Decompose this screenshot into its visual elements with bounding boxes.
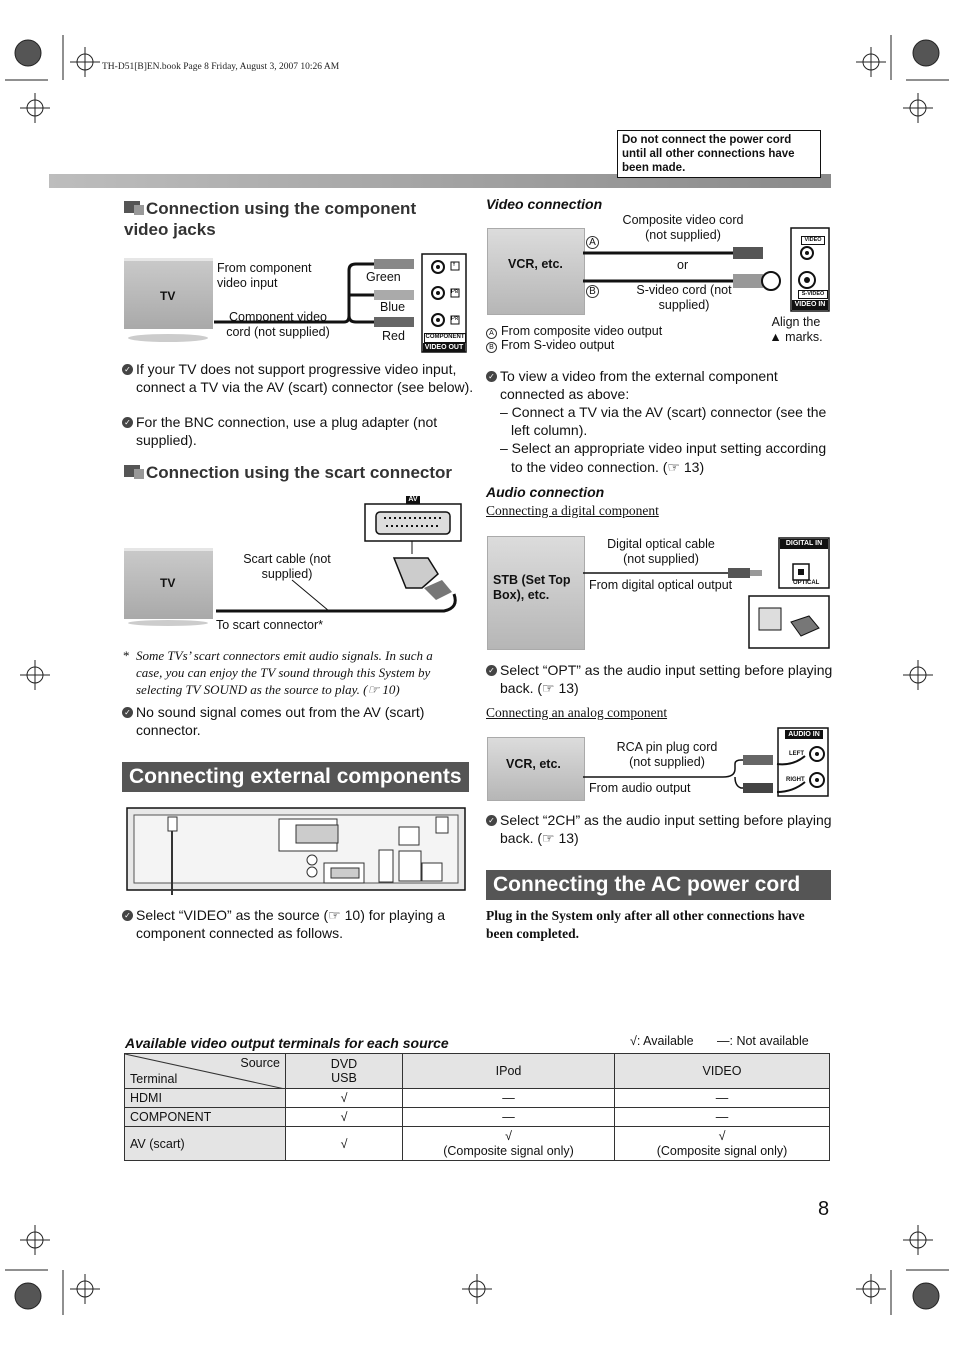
stb-box: STB (Set Top Box), etc. bbox=[487, 536, 585, 650]
right-label: RIGHT bbox=[786, 777, 805, 783]
table-caption: Available video output terminals for each source bbox=[125, 1035, 449, 1051]
audio-in-label: AUDIO IN bbox=[785, 730, 823, 739]
page-number: 8 bbox=[818, 1198, 830, 1220]
component-note-2: ✓ For the BNC connection, use a plug adapter (not supplied). bbox=[122, 414, 482, 449]
scart-note: ✓ No sound signal comes out from the AV (scart) connector. bbox=[122, 704, 482, 739]
video-in-label: VIDEO IN bbox=[792, 300, 828, 310]
legend-not-available: —: Not available bbox=[717, 1034, 809, 1048]
video-out-label: VIDEO OUT bbox=[424, 344, 464, 351]
2ch-note: ✓ Select “2CH” as the audio input setting before playing back. (☞ 13) bbox=[486, 812, 840, 847]
table-cell: — bbox=[615, 1108, 830, 1127]
mark-b-small: B bbox=[486, 342, 497, 353]
header-dvd-usb: DVD USB bbox=[286, 1054, 403, 1089]
scart-footnote: Some TVs’ scart connectors emit audio signals. In such a case, you can enjoy the TV sound through this System by selecting TV SOUND as the source to play. (☞ 10) bbox=[136, 648, 433, 697]
table-cell: — bbox=[615, 1089, 830, 1108]
header-ipod: IPod bbox=[403, 1054, 615, 1089]
note-icon: ✓ bbox=[486, 815, 497, 826]
optical-label: OPTICAL bbox=[793, 580, 820, 586]
composite-cord-label: Composite video cord (not supplied) bbox=[622, 213, 744, 242]
av-label: AV bbox=[406, 496, 420, 504]
align-marks-label: Align the ▲ marks. bbox=[769, 315, 823, 344]
tv-box: TV bbox=[124, 258, 213, 329]
video-note-item-2: – Select an appropriate video input setting according to the video connection. (☞ 13) bbox=[500, 440, 827, 475]
corner-terminal: Terminal bbox=[130, 1072, 178, 1086]
table-cell: √ bbox=[286, 1089, 403, 1108]
note-icon: ✓ bbox=[486, 371, 497, 382]
scart-heading: Connection using the scart connector bbox=[124, 462, 470, 483]
row-av-scart: AV (scart) bbox=[125, 1127, 286, 1161]
section-icon bbox=[124, 201, 140, 213]
from-audio-label: From audio output bbox=[589, 781, 691, 795]
panel-svideo-label: S-VIDEO bbox=[798, 290, 828, 299]
rear-panel-illustration bbox=[124, 805, 470, 895]
scart-cable-label: Scart cable (not supplied) bbox=[243, 552, 331, 581]
table-cell: √ bbox=[286, 1127, 403, 1161]
rca-cord-label: RCA pin plug cord (not supplied) bbox=[616, 740, 718, 769]
jack-pb-label: Pʙ bbox=[451, 289, 459, 295]
jack-y-label: Y bbox=[452, 262, 457, 268]
green-label: Green bbox=[366, 270, 401, 284]
note-icon: ✓ bbox=[122, 417, 133, 428]
digital-component-link[interactable]: Connecting a digital component bbox=[486, 503, 659, 518]
table-corner bbox=[125, 1054, 286, 1089]
from-b-label: B From S-video output bbox=[486, 338, 614, 353]
component-note-1: ✓ If your TV does not support progressive video input, connect a TV via the AV (scart) connector (see below). bbox=[122, 361, 482, 396]
panel-video-label: VIDEO bbox=[801, 236, 825, 245]
row-component: COMPONENT bbox=[125, 1108, 286, 1127]
left-label: LEFT bbox=[789, 751, 804, 757]
optical-cable-label: Digital optical cable (not supplied) bbox=[607, 537, 715, 566]
or-label: or bbox=[677, 258, 689, 272]
blue-label: Blue bbox=[380, 300, 406, 314]
from-component-label: From component video input bbox=[217, 261, 312, 290]
mark-a: A bbox=[586, 236, 599, 249]
header-video: VIDEO bbox=[615, 1054, 830, 1089]
tv-box-scart: TV bbox=[124, 548, 213, 619]
video-note: ✓ To view a video from the external component connected as above: bbox=[486, 368, 840, 403]
jack-pr-label: Pʀ bbox=[451, 316, 459, 322]
analog-component-link[interactable]: Connecting an analog component bbox=[486, 705, 668, 720]
component-panel-label: COMPONENT bbox=[424, 333, 466, 343]
note-icon: ✓ bbox=[122, 910, 133, 921]
note-icon: ✓ bbox=[122, 707, 133, 718]
row-hdmi: HDMI bbox=[125, 1089, 286, 1108]
svideo-cord-label: S-video cord (not supplied) bbox=[636, 283, 732, 312]
table-cell: √ (Composite signal only) bbox=[403, 1127, 615, 1161]
ac-power-text: Plug in the System only after all other connections have been completed. bbox=[486, 908, 805, 941]
section-icon bbox=[124, 465, 140, 477]
video-note-item-1: – Connect a TV via the AV (scart) connector (see the left column). bbox=[500, 404, 827, 438]
power-warning-box: Do not connect the power cord until all other connections have been made. bbox=[617, 130, 821, 178]
table-cell: √ bbox=[286, 1108, 403, 1127]
corner-source: Source bbox=[240, 1056, 280, 1070]
from-optical-label: From digital optical output bbox=[589, 578, 733, 592]
external-heading: Connecting external components bbox=[122, 762, 469, 792]
footnote-mark: * bbox=[123, 648, 130, 663]
mark-b: B bbox=[586, 285, 599, 298]
note-icon: ✓ bbox=[122, 364, 133, 375]
video-connection-heading: Video connection bbox=[486, 196, 603, 212]
ac-power-heading: Connecting the AC power cord bbox=[486, 870, 831, 900]
audio-connection-heading: Audio connection bbox=[486, 484, 605, 500]
file-header: TH-D51[B]EN.book Page 8 Friday, August 3, 2007 10:26 AM bbox=[102, 62, 340, 72]
red-label: Red bbox=[382, 329, 405, 343]
opt-note: ✓ Select “OPT” as the audio input setting before playing back. (☞ 13) bbox=[486, 662, 840, 697]
component-heading: Connection using the component video jacks bbox=[124, 199, 417, 239]
terminal-table bbox=[124, 1053, 830, 1161]
table-cell: — bbox=[403, 1108, 615, 1127]
legend-available: √: Available bbox=[630, 1034, 694, 1048]
mark-a-small: A bbox=[486, 328, 497, 339]
table-cell: — bbox=[403, 1089, 615, 1108]
external-note: ✓ Select “VIDEO” as the source (☞ 10) for playing a component connected as follows. bbox=[122, 907, 482, 942]
component-cord-label: Component video cord (not supplied) bbox=[226, 310, 330, 339]
note-icon: ✓ bbox=[486, 665, 497, 676]
vcr-box: VCR, etc. bbox=[487, 228, 585, 315]
from-a-label: A From composite video output bbox=[486, 324, 662, 339]
to-scart-label: To scart connector* bbox=[216, 618, 323, 632]
vcr-audio-box: VCR, etc. bbox=[487, 737, 585, 801]
digital-in-label: DIGITAL IN bbox=[780, 539, 828, 549]
table-cell: √ (Composite signal only) bbox=[615, 1127, 830, 1161]
